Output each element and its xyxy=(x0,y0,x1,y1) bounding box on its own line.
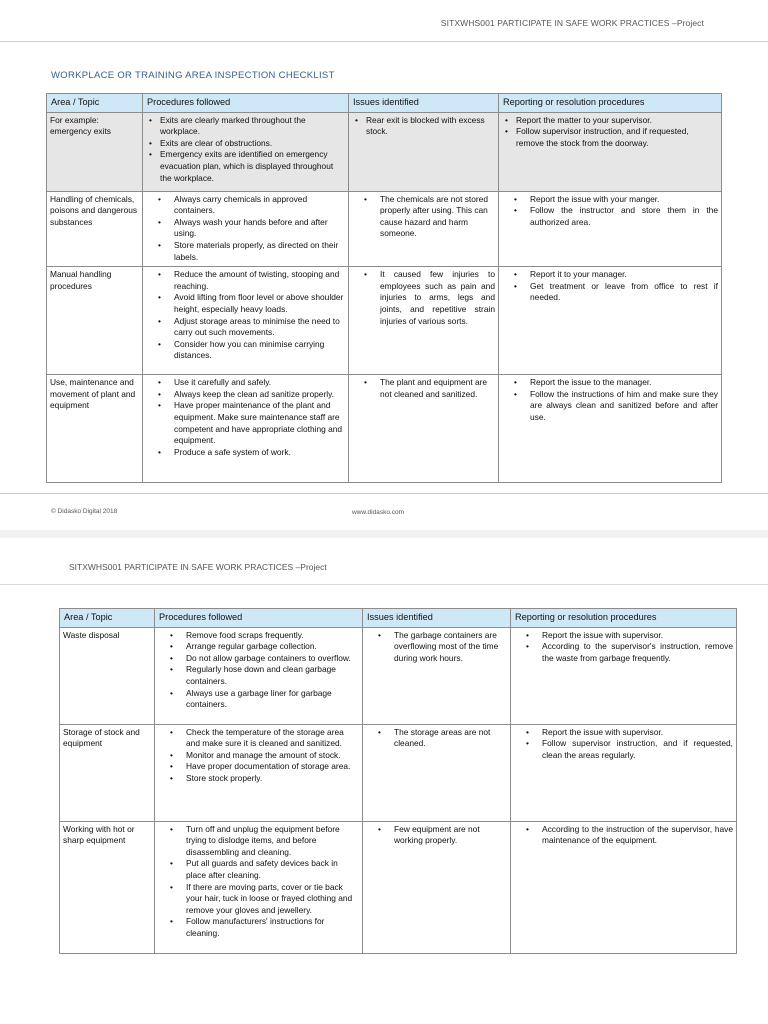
list-item: • Do not allow garbage containers to overflow. xyxy=(158,653,359,665)
list-item: • Monitor and manage the amount of stock. xyxy=(158,750,359,762)
issues-cell xyxy=(349,267,499,375)
list-item: • Use it carefully and safely. xyxy=(146,377,345,389)
list-item: • Remove food scraps frequently. xyxy=(158,630,359,642)
reporting-cell xyxy=(499,375,722,483)
reporting-cell xyxy=(511,627,737,724)
list-item: • Have proper documentation of storage area. xyxy=(158,761,359,773)
procedures-cell xyxy=(143,375,349,483)
list-item: • Report the issue with supervisor. xyxy=(514,727,733,739)
list-item: • Regularly hose down and clean garbage containers. xyxy=(158,664,359,687)
list-item: • According to the instruction of the supervisor, have maintenance of the equipment. xyxy=(514,824,733,847)
list-item: • Report the issue with supervisor. xyxy=(514,630,733,642)
procedures-cell xyxy=(143,267,349,375)
header-divider xyxy=(0,41,768,42)
procedures-cell xyxy=(143,112,349,191)
issues-cell xyxy=(349,191,499,267)
list-item: • Get treatment or leave from office to rest if needed. xyxy=(502,281,718,304)
table-row xyxy=(47,112,722,191)
col-header-procedures: Procedures followed xyxy=(155,609,363,628)
list-item: • Always use a garbage liner for garbage containers. xyxy=(158,688,359,711)
list-item: • Exits are clearly marked throughout the workplace. xyxy=(146,115,345,138)
list-item: • The garbage containers are overflowing most of the time during work hours. xyxy=(366,630,507,665)
list-item: • Check the temperature of the storage area and make sure it is cleaned and sanitized. xyxy=(158,727,359,750)
inspection-table-1 xyxy=(46,93,722,483)
issues-cell xyxy=(349,375,499,483)
reporting-cell xyxy=(499,112,722,191)
list-item: • Follow manufacturers' instructions for cleaning. xyxy=(158,916,359,939)
list-item: • Follow the instructions of him and make sure they are always clean and sanitized before and after use. xyxy=(502,389,718,424)
col-header-area: Area / Topic xyxy=(60,609,155,628)
list-item: • Follow the instructor and store them in the authorized area. xyxy=(502,205,718,228)
reporting-cell xyxy=(511,724,737,821)
list-item: • The chemicals are not stored properly after using. This can cause hazard and harm someone. xyxy=(352,194,495,240)
area-cell: For example: emergency exits xyxy=(47,112,143,191)
list-item: • Turn off and unplug the equipment before trying to dislodge items, and before disassembling and cleaning. xyxy=(158,824,359,859)
table-row xyxy=(60,724,737,821)
list-item: • The storage areas are not cleaned. xyxy=(366,727,507,750)
inspection-table-2 xyxy=(59,608,737,954)
list-item: • Avoid lifting from floor level or above shoulder height, especially heavy loads. xyxy=(146,292,345,315)
list-item: • Put all guards and safety devices back in place after cleaning. xyxy=(158,858,359,881)
reporting-cell xyxy=(499,267,722,375)
col-header-reporting: Reporting or resolution procedures xyxy=(499,94,722,113)
list-item: • Produce a safe system of work. xyxy=(146,447,345,459)
procedures-cell xyxy=(155,821,363,953)
area-cell: Storage of stock and equipment xyxy=(60,724,155,821)
area-cell: Waste disposal xyxy=(60,627,155,724)
footer-divider xyxy=(0,493,768,494)
issues-cell xyxy=(363,821,511,953)
procedures-cell xyxy=(143,191,349,267)
list-item: • The plant and equipment are not cleaned and sanitized. xyxy=(352,377,495,400)
list-item: • Report the issue to the manager. xyxy=(502,377,718,389)
table-row xyxy=(47,191,722,267)
col-header-issues: Issues identified xyxy=(349,94,499,113)
page-header: SITXWHS001 PARTICIPATE IN SAFE WORK PRACTICES –Project xyxy=(69,562,327,572)
table-row xyxy=(60,627,737,724)
issues-cell xyxy=(349,112,499,191)
table-row xyxy=(60,821,737,953)
list-item: • Consider how you can minimise carrying distances. xyxy=(146,339,345,362)
footer-website: www.didasko.com xyxy=(352,509,405,516)
reporting-cell xyxy=(499,191,722,267)
col-header-area: Area / Topic xyxy=(47,94,143,113)
list-item: • Follow supervisor instruction, and if requested, remove the stock from the doorway. xyxy=(502,126,718,149)
table-row xyxy=(47,375,722,483)
area-cell: Manual handling procedures xyxy=(47,267,143,375)
footer-copyright: © Didasko Digital 2018 xyxy=(51,508,118,515)
list-item: • Report the matter to your supervisor. xyxy=(502,115,718,127)
procedures-cell xyxy=(155,724,363,821)
list-item: • If there are moving parts, cover or tie back your hair, tuck in loose or frayed clothing and remove your gloves and jewellery. xyxy=(158,882,359,917)
checklist-title: WORKPLACE OR TRAINING AREA INSPECTION CHECKLIST xyxy=(51,70,335,81)
area-cell: Use, maintenance and movement of plant and equipment xyxy=(47,375,143,483)
reporting-cell xyxy=(511,821,737,953)
list-item: • Always carry chemicals in approved containers. xyxy=(146,194,345,217)
list-item: • Always wash your hands before and after using. xyxy=(146,217,345,240)
list-item: • It caused few injuries to employees such as pain and injuries to arms, legs and joints, and repetitive strain injuries of various sorts. xyxy=(352,269,495,327)
list-item: • Store materials properly, as directed on their labels. xyxy=(146,240,345,263)
list-item: • Store stock properly. xyxy=(158,773,359,785)
list-item: • Rear exit is blocked with excess stock. xyxy=(352,115,495,138)
issues-cell xyxy=(363,724,511,821)
document-page-2 xyxy=(0,538,768,1024)
table-row xyxy=(47,267,722,375)
col-header-reporting: Reporting or resolution procedures xyxy=(511,609,737,628)
area-cell: Working with hot or sharp equipment xyxy=(60,821,155,953)
col-header-issues: Issues identified xyxy=(363,609,511,628)
list-item: • Have proper maintenance of the plant and equipment. Make sure maintenance staff are competent and have appropriate clothing and equipment. xyxy=(146,400,345,446)
list-item: • Exits are clear of obstructions. xyxy=(146,138,345,150)
procedures-cell xyxy=(155,627,363,724)
issues-cell xyxy=(363,627,511,724)
header-divider xyxy=(0,584,768,585)
list-item: • Follow supervisor instruction, and if requested, clean the areas regularly. xyxy=(514,738,733,761)
list-item: • Reduce the amount of twisting, stooping and reaching. xyxy=(146,269,345,292)
col-header-procedures: Procedures followed xyxy=(143,94,349,113)
list-item: • Arrange regular garbage collection. xyxy=(158,641,359,653)
list-item: • Adjust storage areas to minimise the need to carry out such movements. xyxy=(146,316,345,339)
list-item: • Report the issue with your manger. xyxy=(502,194,718,206)
list-item: • Few equipment are not working properly. xyxy=(366,824,507,847)
area-cell: Handling of chemicals, poisons and dangerous substances xyxy=(47,191,143,267)
list-item: • According to the supervisor's instruction, remove the waste from garbage frequently. xyxy=(514,641,733,664)
list-item: • Report it to your manager. xyxy=(502,269,718,281)
list-item: • Always keep the clean ad sanitize properly. xyxy=(146,389,345,401)
list-item: • Emergency exits are identified on emergency evacuation plan, which is displayed throughout the workplace. xyxy=(146,149,345,184)
page-header: SITXWHS001 PARTICIPATE IN SAFE WORK PRACTICES –Project xyxy=(440,18,704,28)
